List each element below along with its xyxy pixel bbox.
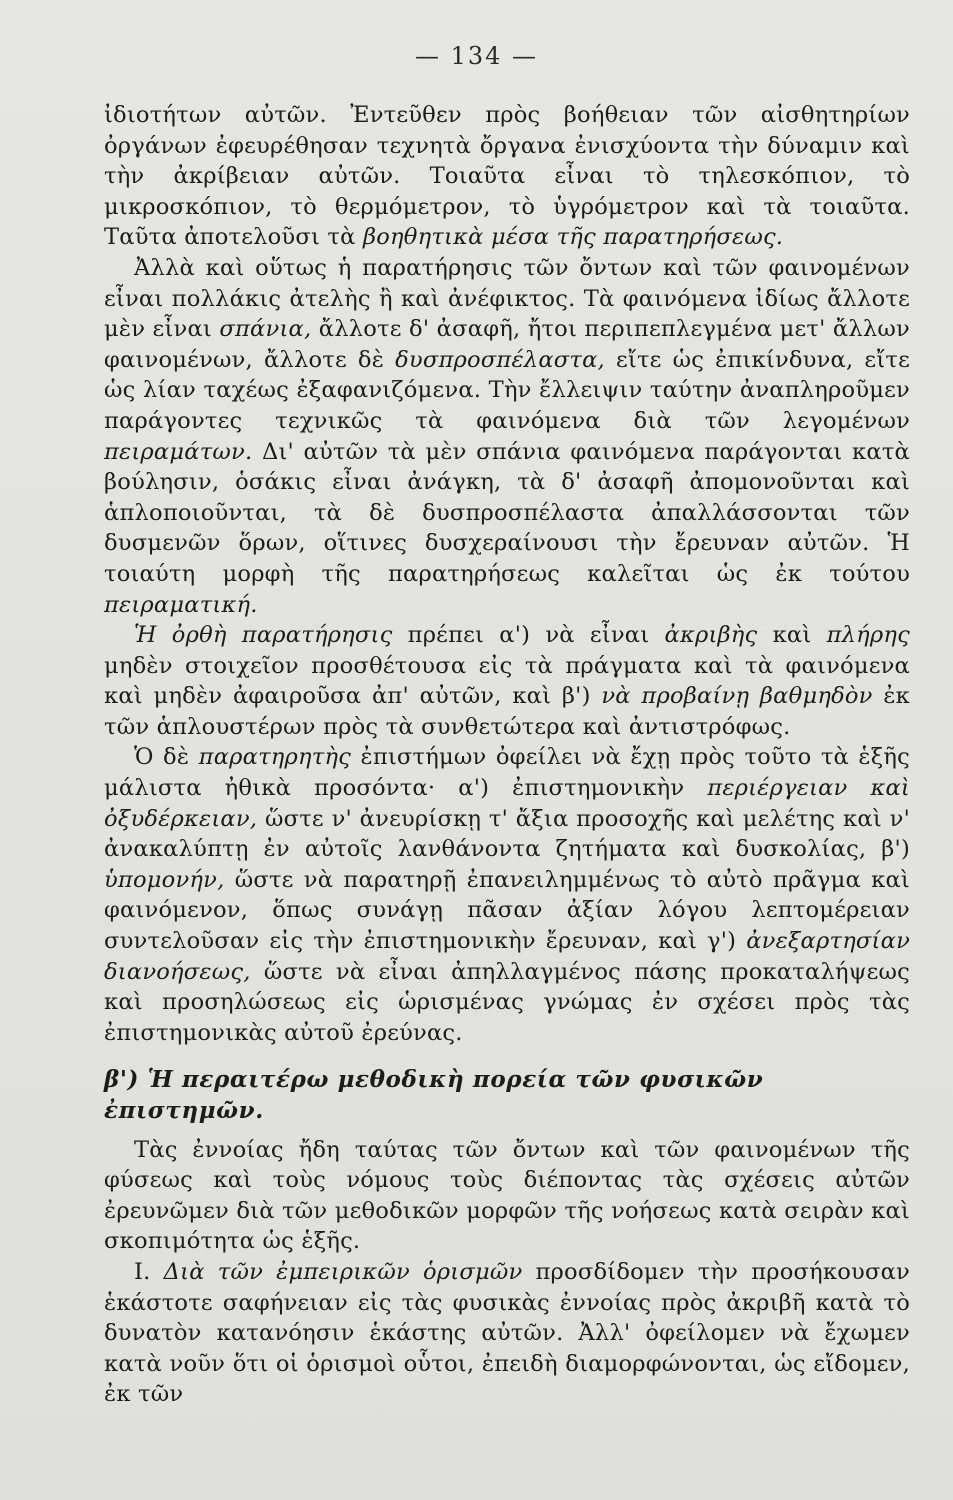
text-run: ἐπιστήμων ὀφείλει νὰ ἔχῃ πρὸς τοῦτο τὰ ἑξῆς μάλιστα ἠθικὰ προσόντα· α') ἐπιστημονικὴν: [104, 744, 910, 802]
emphasis-run: πειραμάτων.: [104, 438, 253, 465]
text-run: ὥστε νὰ εἶναι ἀπηλλαγμένος πάσης προκαταλήψεως καὶ προσηλώσεως εἰς ὡρισμένας γνώμας ἐν σχέσει πρὸς τὰς ἐπιστημονικὰς αὐτοῦ ἐρεύνας.: [104, 958, 910, 1046]
emphasis-run: ἀνεξαρτησίαν διανοήσεως,: [104, 928, 910, 985]
emphasis-run: σπάνια,: [219, 316, 312, 343]
paragraph-correct-observation: [104, 620, 910, 742]
text-run: ὥστε νὰ παρατηρῇ ἐπανειλημμένως τὸ αὐτὸ πρᾶγμα καὶ φαινόμενον, ὅπως συνάγῃ πᾶσαν ἀξίαν λόγου λεπτομέρειαν συντελοῦσαν εἰς τὴν ἐπιστημονικὴν ἔρευναν, καὶ γ'): [104, 866, 910, 955]
text-run: μηδὲν στοιχεῖον προσθέτουσα εἰς τὰ πράγματα καὶ τὰ φαινόμενα καὶ μηδὲν ἀφαιροῦσα ἀπ' αὐτῶν, καὶ β'): [104, 652, 910, 710]
paragraph-empirical-definitions: [104, 1257, 910, 1410]
emphasis-run: νὰ προβαίνῃ βαθμηδὸν: [601, 683, 873, 710]
emphasis-run: πλήρης: [826, 622, 910, 649]
text-run: Δι' αὐτῶν τὰ μὲν σπάνια φαινόμενα παράγονται κατὰ βούλησιν, ὁσάκις εἶναι ἀνάγκη, τὰ δ' ἀσαφῆ ἀπομονοῦνται καὶ ἁπλοποιοῦνται, τὰ δὲ δυσπροσπέλαστα ἀπαλλάσσονται τῶν δυσμενῶν ὅρων, οἵτινες δυσχεραίνουσι τὴν ἔρευναν αὐτῶν. Ἡ τοιαύτη μορφὴ τῆς παρατηρήσεως καλεῖται ὡς ἐκ τούτου: [104, 438, 910, 587]
page-body: [104, 100, 910, 1410]
emphasis-run: παρατηρητὴς: [198, 744, 352, 771]
text-run: ἐκ τῶν ἁπλουστέρων πρὸς τὰ συνθετώτερα καὶ ἀντιστρόφως.: [104, 683, 910, 740]
paragraph-observer-qualities: [104, 742, 910, 1048]
text-run: ἄλλοτε δ' ἀσαφῆ, ἤτοι περιπεπλεγμένα μετ' ἄλλων φαινομένων, ἄλλοτε δὲ: [104, 316, 910, 373]
emphasis-run: βοηθητικὰ μέσα τῆς παρατηρήσεως.: [362, 224, 784, 251]
text-run: ἰδιοτήτων αὐτῶν. Ἐντεῦθεν πρὸς βοήθειαν τῶν αἰσθητηρίων ὀργάνων ἐφευρέθησαν τεχνητὰ ὄργανα ἐνισχύοντα τὴν δύναμιν καὶ τὴν ἀκρίβειαν αὐτῶν. Τοιαῦτα εἶναι τὸ τηλεσκόπιον, τὸ μικροσκόπιον, τὸ θερμόμετρον, τὸ ὑγρόμετρον καὶ τὰ τοιαῦτα. Ταῦτα ἀποτελοῦσι τὰ: [104, 102, 910, 251]
text-run: πρέπει α') νὰ εἶναι: [407, 622, 650, 649]
page-number: — 134 —: [414, 42, 539, 70]
emphasis-run: περιέργειαν καὶ ὀξυδέρκειαν,: [104, 775, 910, 832]
emphasis-run: Διὰ τῶν ἐμπειρικῶν ὁρισμῶν: [163, 1258, 523, 1285]
text-run: προσδίδομεν τὴν προσήκουσαν ἑκάστοτε σαφήνειαν εἰς τὰς φυσικὰς ἐννοίας πρὸς ἀκριβῆ κατὰ τὸ δυνατὸν κατανόησιν ἑκάστης αὐτῶν. Ἀλλ' ὀφείλομεν νὰ ἔχωμεν κατὰ νοῦν ὅτι οἱ ὁρισμοὶ οὗτοι, ἐπειδὴ διαμορφώνονται, ὡς εἴδομεν, ἐκ τῶν: [104, 1258, 910, 1408]
emphasis-run: Ἡ ὀρθὴ παρατήρησις: [134, 622, 393, 649]
text-run: Τὰς ἐννοίας ἤδη ταύτας τῶν ὄντων καὶ τῶν φαινομένων τῆς φύσεως καὶ τοὺς νόμους τοὺς διέποντας τὰς σχέσεις αὐτῶν ἐρευνῶμεν διὰ τῶν μεθοδικῶν μορφῶν τῆς νοήσεως κατὰ σειρὰν καὶ σκοπιμότητα ὡς ἑξῆς.: [104, 1136, 910, 1255]
text-run: καὶ: [772, 622, 812, 649]
text-run: I.: [134, 1258, 151, 1285]
text-run: Ὁ δὲ: [134, 744, 190, 771]
emphasis-run: ἀκριβὴς: [664, 622, 758, 649]
emphasis-run: ὑπομονήν,: [104, 866, 225, 893]
emphasis-run: πειραματική.: [104, 591, 258, 618]
paragraph-experiment: [104, 253, 910, 620]
text-run: εἴτε ὡς ἐπικίνδυνα, εἴτε ὡς λίαν ταχέως ἐξαφανιζόμενα. Τὴν ἔλλειψιν ταύτην ἀναπληροῦμεν παράγοντες τεχνικῶς τὰ φαινόμενα διὰ τῶν λεγομένων: [104, 346, 910, 434]
text-run: ὥστε ν' ἀνευρίσκῃ τ' ἄξια προσοχῆς καὶ μελέτης καὶ ν' ἀνακαλύπτῃ ἐν αὐτοῖς λανθάνοντα ζητήματα καὶ δυσκολίας, β'): [104, 805, 910, 863]
emphasis-run: δυσπροσπέλαστα,: [395, 346, 605, 373]
text-run: Ἀλλὰ καὶ οὕτως ἡ παρατήρησις τῶν ὄντων καὶ τῶν φαινομένων εἶναι πολλάκις ἀτελὴς ἢ καὶ ἀνέφικτος. Τὰ φαινόμενα ἰδίως ἄλλοτε μὲν εἶναι: [104, 254, 910, 343]
section-heading: β') Ἡ περαιτέρω μεθοδικὴ πορεία τῶν φυσικῶν ἐπιστημῶν.: [104, 1066, 764, 1124]
paragraph-method-intro: [104, 1135, 910, 1257]
paragraph-sense-instruments: [104, 100, 910, 253]
